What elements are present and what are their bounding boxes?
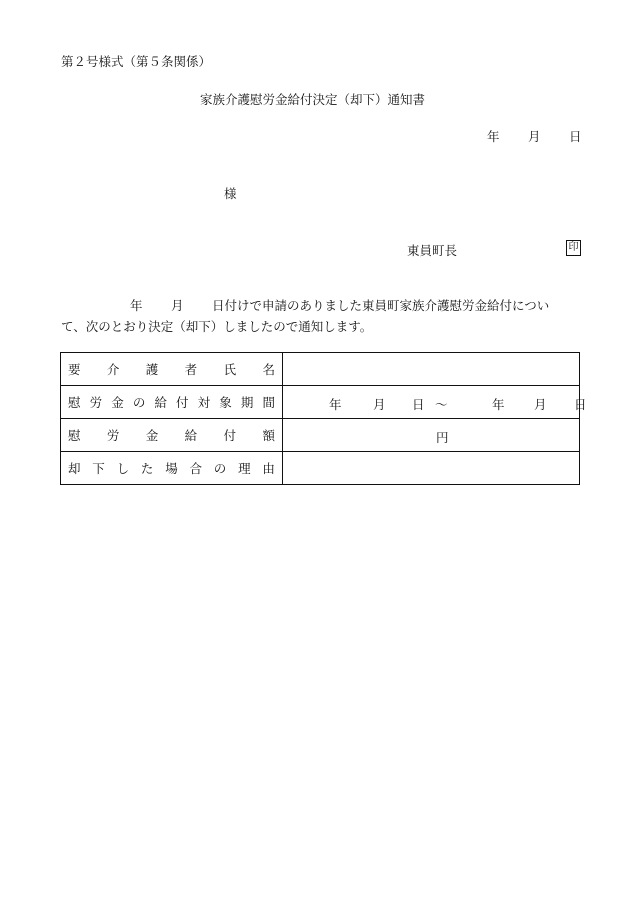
recipient-suffix: 様 bbox=[224, 186, 237, 201]
label-char: 氏 bbox=[223, 362, 237, 377]
period-from-month: 月 bbox=[373, 397, 386, 412]
date-month: 月 bbox=[528, 129, 541, 144]
table-row bbox=[61, 386, 580, 419]
row-label bbox=[68, 426, 275, 444]
label-char: 労 bbox=[89, 395, 103, 410]
label-cell bbox=[61, 452, 283, 485]
label-char: 期 bbox=[240, 395, 254, 410]
label-char: 合 bbox=[189, 461, 202, 476]
document-title: 家族介護慰労金給付決定（却下）通知書 bbox=[200, 92, 426, 107]
label-char: 由 bbox=[262, 461, 275, 476]
table-row bbox=[61, 452, 580, 485]
label-char: 付 bbox=[223, 428, 237, 443]
rejection-reason-field[interactable] bbox=[283, 452, 580, 485]
label-char: 要 bbox=[68, 362, 81, 377]
period-to-day: 日 bbox=[574, 397, 587, 412]
label-char: 慰 bbox=[68, 428, 81, 443]
label-char: 給 bbox=[184, 428, 198, 443]
period-field[interactable] bbox=[283, 386, 587, 419]
label-char: 労 bbox=[106, 428, 120, 443]
label-cell bbox=[61, 419, 283, 452]
label-char: 付 bbox=[176, 395, 189, 410]
table-row bbox=[61, 419, 580, 452]
label-char: 金 bbox=[111, 395, 124, 410]
label-char: 場 bbox=[165, 461, 178, 476]
label-char: 名 bbox=[262, 362, 275, 377]
label-char: 対 bbox=[197, 395, 211, 410]
period-from-year: 年 bbox=[329, 397, 342, 412]
form-number: 第２号様式（第５条関係） bbox=[61, 54, 212, 69]
label-char: 間 bbox=[262, 395, 275, 410]
label-char: 下 bbox=[92, 461, 105, 476]
label-cell bbox=[61, 386, 283, 419]
body-year: 年 bbox=[130, 298, 143, 313]
label-char: 者 bbox=[184, 362, 198, 377]
label-char: 象 bbox=[219, 395, 232, 410]
date-year: 年 bbox=[487, 129, 500, 144]
issuer-name: 東員町長 bbox=[407, 243, 458, 258]
period-from-day: 日 bbox=[412, 397, 425, 412]
period-to-month: 月 bbox=[534, 397, 547, 412]
label-char: 金 bbox=[145, 428, 159, 443]
label-char: 慰 bbox=[68, 395, 81, 410]
row-label bbox=[68, 459, 275, 477]
amount-field[interactable] bbox=[283, 419, 580, 452]
table-row bbox=[61, 353, 580, 386]
care-recipient-name-field[interactable] bbox=[283, 353, 580, 386]
label-char: の bbox=[213, 461, 227, 476]
body-text-line1: 日付けで申請のありました東員町家族介護慰労金給付につい bbox=[212, 298, 550, 313]
label-char: 介 bbox=[106, 362, 120, 377]
label-char: 給 bbox=[154, 395, 167, 410]
period-separator: ～ bbox=[435, 397, 448, 412]
row-label bbox=[68, 393, 275, 411]
label-char: 額 bbox=[262, 428, 275, 443]
label-char: 護 bbox=[145, 362, 159, 377]
seal-mark: 印 bbox=[566, 240, 581, 256]
label-char: た bbox=[140, 461, 154, 476]
label-char: 却 bbox=[68, 461, 81, 476]
amount-unit: 円 bbox=[436, 430, 449, 445]
body-month: 月 bbox=[171, 298, 184, 313]
period-to-year: 年 bbox=[492, 397, 505, 412]
label-char: の bbox=[132, 395, 146, 410]
label-char: 理 bbox=[238, 461, 251, 476]
label-char: し bbox=[116, 461, 130, 476]
label-cell bbox=[61, 353, 283, 386]
info-table bbox=[60, 352, 587, 485]
date-day: 日 bbox=[569, 129, 582, 144]
row-label bbox=[68, 360, 275, 378]
body-text-line2: て、次のとおり決定（却下）しましたので通知します。 bbox=[61, 319, 373, 334]
